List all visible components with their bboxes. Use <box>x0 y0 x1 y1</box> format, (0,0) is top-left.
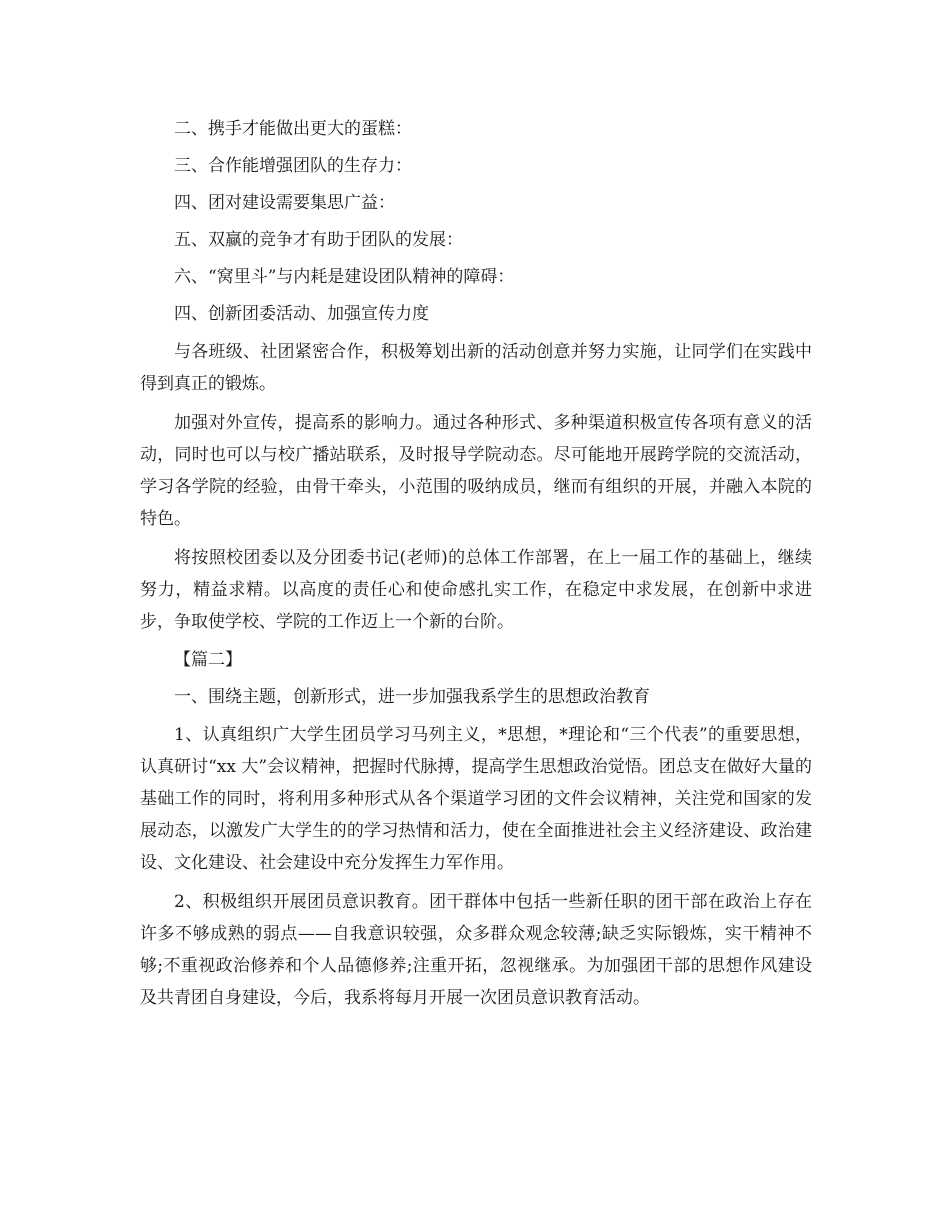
section-heading: 四、创新团委活动、加强宣传力度 <box>174 304 429 324</box>
body-paragraph: 将按照校团委以及分团委书记(老师)的总体工作部署，在上一届工作的基础上，继续努力，精益求精。以高度的责任心和使命感扎实工作，在稳定中求发展，在创新中求进步，争取使学校、学院的工作迈上一个新的台阶。 <box>140 548 812 632</box>
body-paragraph: 与各班级、社团紧密合作，积极筹划出新的活动创意并努力实施，让同学们在实践中得到真正的锻炼。 <box>140 342 812 394</box>
body-paragraph: 加强对外宣传，提高系的影响力。通过各种形式、多种渠道积极宣传各项有意义的活动，同时也可以与校广播站联系，及时报导学院动态。尽可能地开展跨学院的交流活动，学习各学院的经验，由骨干牵头，小范围的吸纳成员，继而有组织的开展，并融入本院的特色。 <box>140 413 812 529</box>
body-paragraph: 1、认真组织广大学生团员学习马列主义，*思想，*理论和“三个代表”的重要思想，认真研讨“xx 大”会议精神，把握时代脉搏，提高学生思想政治觉悟。团总支在做好大量的基础工作的同时，将利用多种形式从各个渠道学习团的文件会议精神，关注党和国家的发展动态，以激发广大学生的的学习热情和活力，使在全面推进社会主义经济建设、政治建设、文化建设、社会建设中充分发挥生力军作用。 <box>140 725 812 873</box>
body-paragraph: 2、积极组织开展团员意识教育。团干群体中包括一些新任职的团干部在政治上存在许多不够成熟的弱点——自我意识较强，众多群众观念较薄;缺乏实际锻炼，实干精神不够;不重视政治修养和个人品德修养;注重开拓，忽视继承。为加强团干部的思想作风建设及共青团自身建设，今后，我系将每月开展一次团员意识教育活动。 <box>140 892 812 1008</box>
part-title: 【篇二】 <box>174 650 242 670</box>
list-item: 二、携手才能做出更大的蛋糕： <box>174 119 412 139</box>
section-heading: 一、围绕主题，创新形式，进一步加强我系学生的思想政治教育 <box>174 687 650 707</box>
list-item: 六、“窝里斗”与内耗是建设团队精神的障碍： <box>174 267 515 287</box>
list-item: 五、双赢的竞争才有助于团队的发展： <box>174 230 463 250</box>
list-item: 三、合作能增强团队的生存力： <box>174 156 412 176</box>
document-body <box>140 114 812 1021</box>
list-item: 四、团对建设需要集思广益： <box>174 193 395 213</box>
